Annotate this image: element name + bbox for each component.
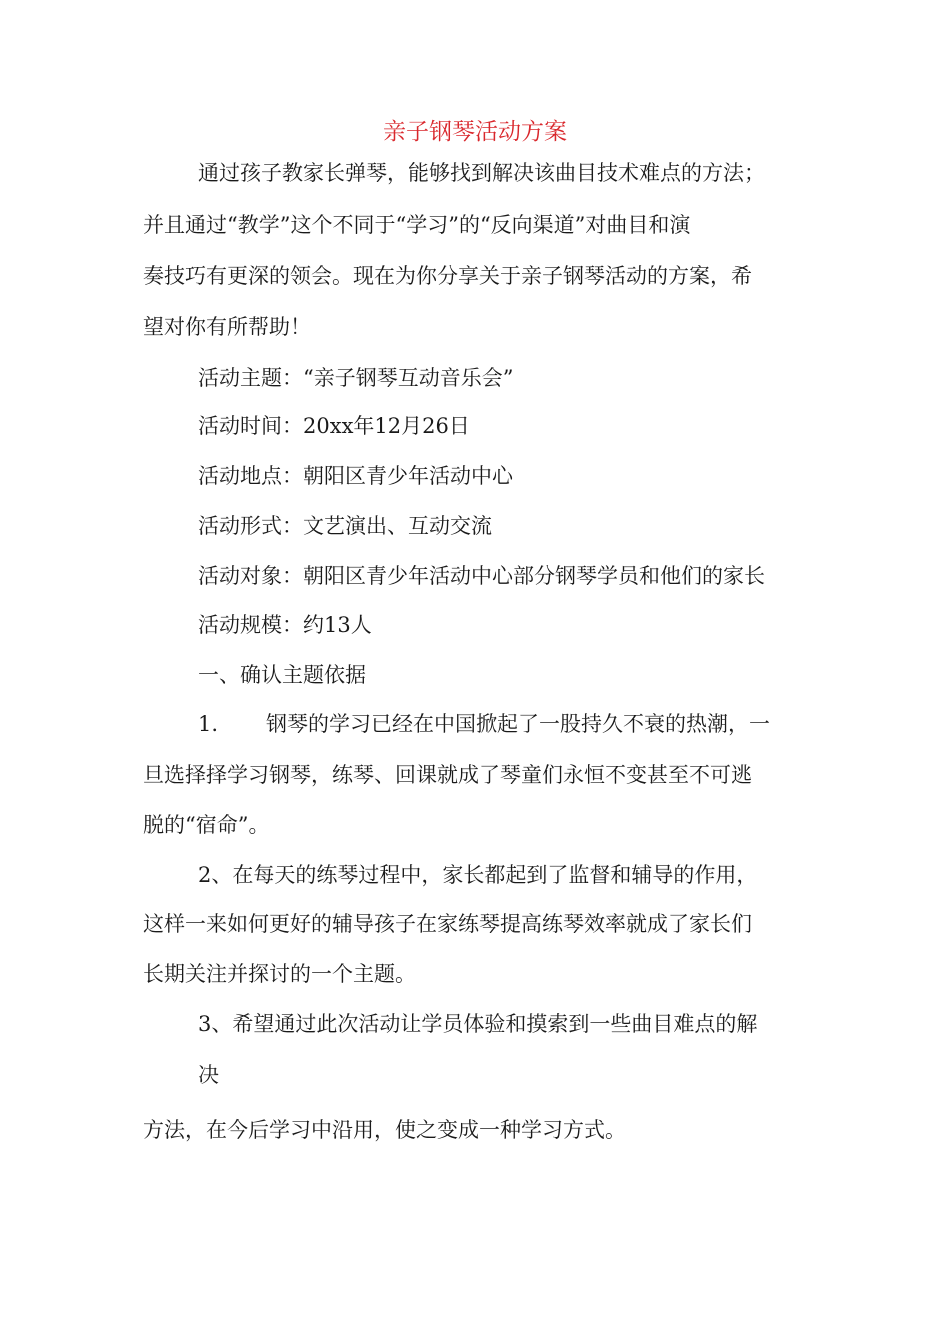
item-2-line-1: 2、在每天的练琴过程中，家长都起到了监督和辅导的作用， xyxy=(198,863,758,887)
intro-line-1: 通过孩子教家长弹琴，能够找到解决该曲目技术难点的方法； xyxy=(198,161,765,185)
intro-line-4: 望对你有所帮助！ xyxy=(143,315,311,339)
item-1-text: 钢琴的学习已经在中国掀起了一股持久不衰的热潮，一 xyxy=(266,712,771,736)
item-3-line-2: 决 xyxy=(198,1063,219,1087)
activity-location: 活动地点：朝阳区青少年活动中心 xyxy=(198,464,513,488)
activity-scale: 活动规模：约13人 xyxy=(198,613,372,637)
item-3-line-1: 3、希望通过此次活动让学员体验和摸索到一些曲目难点的解 xyxy=(198,1012,758,1036)
activity-theme: 活动主题：“亲子钢琴互动音乐会” xyxy=(198,366,514,390)
intro-line-2: 并且通过“教学”这个不同于“学习”的“反向渠道”对曲目和演 xyxy=(143,213,691,237)
item-1-line-3: 脱的“宿命”。 xyxy=(143,813,270,837)
item-1-number: 1. xyxy=(198,712,219,736)
intro-line-3: 奏技巧有更深的领会。现在为你分享关于亲子钢琴活动的方案，希 xyxy=(143,264,752,288)
section-heading: 一、确认主题依据 xyxy=(198,663,366,687)
item-3-line-3: 方法，在今后学习中沿用，使之变成一种学习方式。 xyxy=(143,1118,626,1142)
item-2-line-3: 长期关注并探讨的一个主题。 xyxy=(143,962,416,986)
document-title: 亲子钢琴活动方案 xyxy=(383,119,567,145)
activity-time: 活动时间：20xx年12月26日 xyxy=(198,414,470,438)
activity-audience: 活动对象：朝阳区青少年活动中心部分钢琴学员和他们的家长 xyxy=(198,564,765,588)
item-2-line-2: 这样一来如何更好的辅导孩子在家练琴提高练琴效率就成了家长们 xyxy=(143,912,752,936)
item-1-line-2: 旦选择择学习钢琴，练琴、回课就成了琴童们永恒不变甚至不可逃 xyxy=(143,763,752,787)
activity-format: 活动形式：文艺演出、互动交流 xyxy=(198,514,492,538)
item-1-line-1 xyxy=(198,707,770,741)
